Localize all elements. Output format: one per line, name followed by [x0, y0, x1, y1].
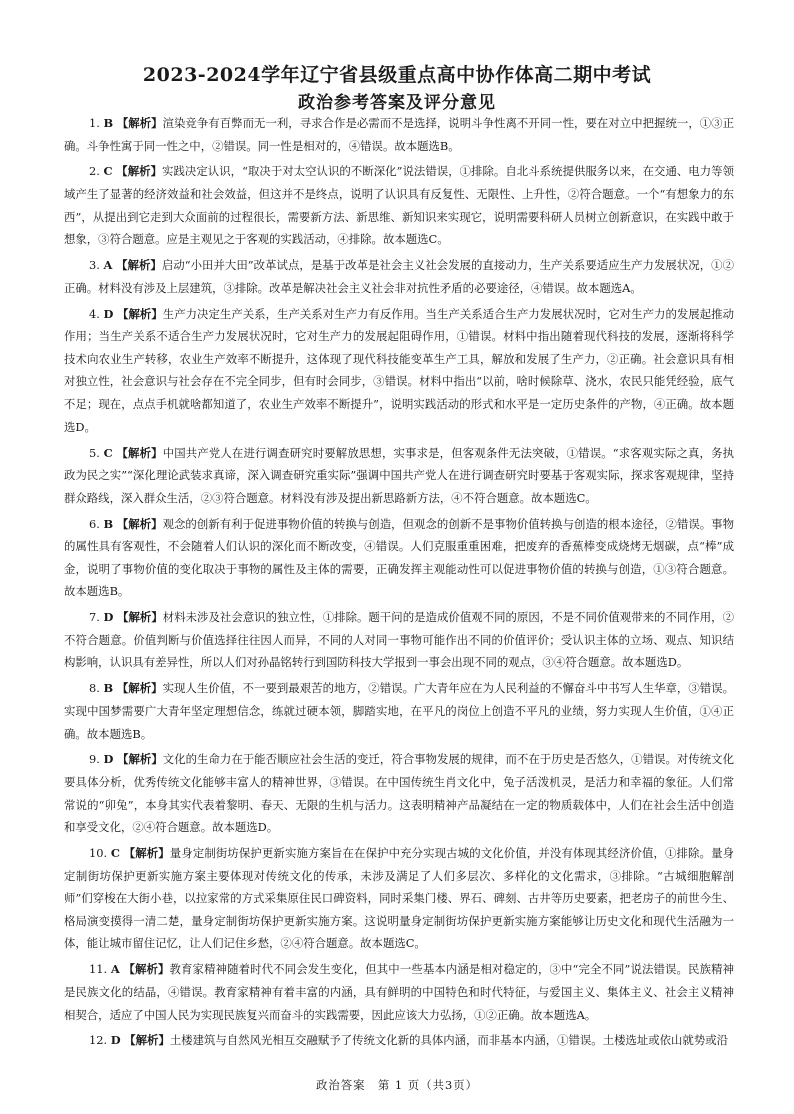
answer-item-3: [64, 254, 734, 299]
answer-item-2: [64, 160, 734, 250]
item-text: 渲染竞争有百弊而无一利，寻求合作是必需而不是选择，说明斗争性离不开同一性，要在对立中把握统一，①③正确。斗争性寓于同一性之中，②错误。同一性是相对的，④错误。故本题选B。: [64, 116, 734, 153]
item-text: 材料未涉及社会意识的独立性，①排除。题干问的是造成价值观不同的原因，不是不同价值观带来的不同作用，②不符合题意。价值判断与价值选择往往因人而异，不同的人对同一事物可能作出不同的价值评价；受认识主体的立场、观点、知识结构影响，认识具有差异性，所以人们对孙晶铭转行到国防科技大学报到一事会出现不同的观点，③④符合题意。故本题选D。: [64, 610, 734, 670]
item-number: 11.: [89, 962, 108, 977]
item-answer: C: [103, 445, 113, 460]
item-number: 3.: [89, 258, 100, 273]
answer-item-5: [64, 442, 734, 510]
item-number: 8.: [89, 681, 100, 696]
item-number: 6.: [89, 516, 100, 531]
item-tag: 【解析】: [116, 164, 163, 179]
item-text: 观念的创新有利于促进事物价值的转换与创造，但观念的创新不是事物价值转换与创造的根本途径，②错误。事物的属性具有客观性，不会随着人们认识的深化而不断改变，④错误。人们克服重重困难，把废弃的香蕉棒变成烧烤无烟碳，点“棒”成金，说明了事物价值的变化取决于事物的属性及主体的需要，正确发挥主观能动性可以促进事物价值的转换与创造，①③符合题意。故本题选B。: [64, 516, 734, 599]
item-answer: D: [103, 752, 114, 767]
item-text: 实践决定认识，“取决于对太空认识的不断深化”说法错误，①排除。自北斗系统提供服务以来，在交通、电力等领域产生了显著的经济效益和社会效益，但这并不是终点，说明了认识具有反复性、无限性、上升性，②符合题意。一个“有想象力的东西”，从提出到它走到大众面前的过程很长，需要新方法、新思维、新知识来实现它，说明需要科研人员树立创新意识，在实践中敢于想象，③符合题意。应是主观见之于客观的实践活动，④排除。故本题选C。: [64, 164, 734, 247]
answer-item-4: [64, 303, 734, 439]
item-answer: D: [103, 306, 114, 321]
item-tag: 【解析】: [117, 306, 163, 321]
item-tag: 【解析】: [116, 516, 163, 531]
answer-item-12: [64, 1029, 734, 1052]
item-text: 文化的生命力在于能否顺应社会生活的变迁，符合事物发展的规律，而不在于历史是否悠久，①错误。对传统文化要具体分析，优秀传统文化能够丰富人的精神世界，③错误。在中国传统生肖文化中，兔子活泼机灵，是活力和幸福的象征。人们常常说的“卯兔”，本身其实代表着黎明、春天、无限的生机与活力。这表明精神产品凝结在一定的物质载体中，人们在社会生活中创造和享受文化，②④符合题意。故本题选D。: [64, 752, 734, 835]
item-tag: 【解析】: [117, 752, 163, 767]
answer-item-11: [64, 958, 734, 1026]
page-footer: 政治答案 第 1 页（共3页）: [315, 1078, 479, 1092]
item-answer: D: [110, 1033, 121, 1048]
answer-item-9: [64, 748, 734, 838]
item-answer: C: [110, 846, 120, 861]
item-answer: A: [110, 962, 120, 977]
answer-item-8: [64, 677, 734, 745]
item-answer: A: [103, 258, 113, 273]
item-text: 生产力决定生产关系，生产关系对生产力有反作用。当生产关系适合生产力发展状况时，它对生产力的发展起推动作用；当生产关系不适合生产力发展状况时，它对生产力的发展起阻碍作用，①错误。材料中指出随着现代科技的发展，逐渐将科学技术向农业生产转移，农业生产效率不断提升，这体现了现代科技能变革生产工具，解放和发展了生产力，②正确。社会意识具有相对独立性，社会意识与社会存在不完全同步，但有时会同步，③错误。材料中指出“以前，啥时候除草、浇水，农民只能凭经验，底气不足；现在，点点手机就啥都知道了，农业生产效率不断提升”，说明实践活动的形式和水平是一定历史条件的产物，④正确。故本题选D。: [64, 306, 734, 434]
item-text: 实现人生价值，不一要到最艰苦的地方，②错误。广大青年应在为人民利益的不懈奋斗中书写人生华章，③错误。实现中国梦需要广大青年坚定理想信念，练就过硬本领，脚踏实地，在平凡的岗位上创造不平凡的业绩，努力实现人生价值，①④正确。故本题选B。: [64, 681, 734, 741]
item-tag: 【解析】: [123, 846, 170, 861]
item-tag: 【解析】: [116, 445, 163, 460]
item-number: 12.: [89, 1033, 108, 1048]
item-number: 7.: [89, 610, 100, 625]
item-number: 9.: [89, 752, 100, 767]
item-tag: 【解析】: [123, 962, 170, 977]
item-text: 启动“小田并大田”改革试点，是基于改革是社会主义社会发展的直接动力，生产关系要适应生产力发展状况，①②正确。材料没有涉及上层建筑，③排除。改革是解决社会主义社会非对抗性矛盾的必要途径，④错误。故本题选A。: [64, 258, 734, 295]
item-text: 教育家精神随着时代不同会发生变化，但其中一些基本内涵是相对稳定的，③中“完全不同”说法错误。民族精神是民族文化的结晶，④错误。教育家精神有着丰富的内涵，具有鲜明的中国特色和时代特征，与爱国主义、集体主义、社会主义精神相契合，适应了中国人民为实现民族复兴而奋斗的实践需要，因此应该大力弘扬，①②正确。故本题选A。: [64, 962, 734, 1022]
item-tag: 【解析】: [116, 681, 163, 696]
item-number: 5.: [89, 445, 100, 460]
item-number: 1.: [89, 116, 100, 130]
item-answer: D: [103, 610, 114, 625]
item-answer: C: [103, 164, 113, 179]
answer-item-10: [64, 842, 734, 955]
answer-item-6: [64, 513, 734, 603]
item-text: 土楼建筑与自然风光相互交融赋予了传统文化新的具体内涵，而非基本内涵，①错误。土楼选址或依山就势或沿: [169, 1033, 728, 1048]
item-number: 2.: [89, 164, 100, 179]
answer-list: [64, 112, 734, 1055]
item-number: 4.: [89, 306, 100, 321]
page-subtitle: 政治参考答案及评分意见: [298, 93, 496, 113]
answer-item-1: [64, 112, 734, 157]
item-tag: 【解析】: [124, 1033, 170, 1048]
item-tag: 【解析】: [117, 610, 163, 625]
item-number: 10.: [89, 846, 108, 861]
answer-item-7: [64, 606, 734, 674]
item-text: 中国共产党人在进行调查研究时要解放思想，实事求是，但客观条件无法突破，①错误。“求客观实际之真，务执政为民之实”“深化理论武装求真谛，深入调查研究重实际”强调中国共产党人在进行调查研究时要基于客观实际，探求客观规律，坚持群众路线，深入群众生活，②③符合题意。材料没有涉及提出新思路新方法，④不符合题意。故本题选C。: [64, 445, 735, 505]
item-answer: B: [103, 116, 114, 130]
item-text: 量身定制街坊保护更新实施方案旨在在保护中充分实现古城的文化价值，并没有体现其经济价值，①排除。量身定制街坊保护更新实施方案主要体现对传统文化的传承，未涉及满足了人们多层次、多样化的文化需求，③排除。“古城细胞解剖师”们穿梭在大街小巷，以拉家常的方式采集原住民口碑资料，同时采集门楼、界石、碑刻、古井等历史要素，把老房子的前世今生、格局演变摸得一清二楚，量身定制街坊保护更新实施方案。这说明量身定制街坊保护更新实施方案能够让历史文化和现代生活融为一体，能让城市留住记忆，让人们记住乡愁，②④符合题意。故本题选C。: [64, 846, 734, 951]
item-tag: 【解析】: [116, 116, 163, 130]
page-title: 2023-2024学年辽宁省县级重点高中协作体高二期中考试: [142, 64, 652, 86]
item-answer: B: [103, 681, 114, 696]
item-answer: B: [103, 516, 114, 531]
item-tag: 【解析】: [116, 258, 162, 273]
